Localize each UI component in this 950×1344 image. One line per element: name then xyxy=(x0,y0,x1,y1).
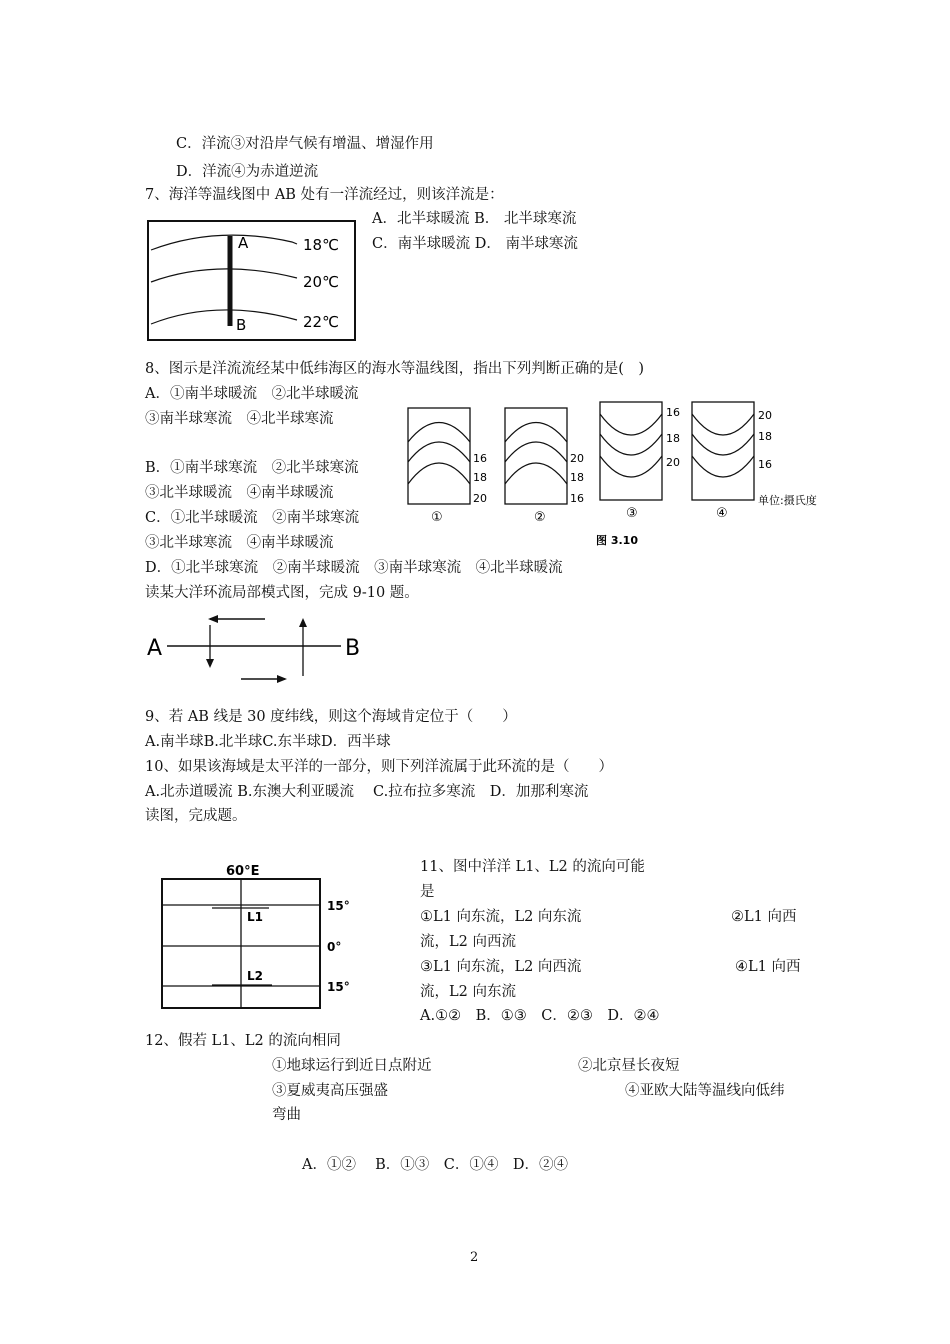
q7-isotherm-figure xyxy=(147,220,357,342)
read-figure-intro: 读图，完成题。 xyxy=(145,808,247,824)
p1-label-2: 18 xyxy=(473,471,487,484)
q9-options: A.南半球B.北半球C.东半球D．西半球 xyxy=(145,734,391,750)
p2-label-3: 16 xyxy=(570,492,584,505)
question-9: 9、若 AB 线是 30 度纬线，则这个海域肯定位于（ ） xyxy=(145,709,517,725)
q11-grid-figure xyxy=(160,859,360,1013)
q8-option-a-line1: A．①南半球暖流 ②北半球暖流 xyxy=(145,386,359,402)
p2-number: ② xyxy=(534,510,546,525)
p1-number: ① xyxy=(431,510,443,525)
question-11-line1: 11、图中洋洋 L1、L2 的流向可能 xyxy=(420,859,645,875)
p4-label-1: 20 xyxy=(758,409,772,422)
figure-caption: 图 3.10 xyxy=(596,534,638,547)
label-a: A xyxy=(147,636,163,661)
label-a: A xyxy=(238,234,249,252)
isotherm-22 xyxy=(151,310,297,324)
lat-0: 0° xyxy=(327,940,342,954)
q11-item-4-cont: 流，L2 向东流 xyxy=(420,984,516,1000)
q12-item-3: ③夏威夷高压强盛 xyxy=(272,1083,388,1099)
q11-item-4: ④L1 向西 xyxy=(735,959,801,975)
q11-item-2: ②L1 向西 xyxy=(731,909,797,925)
q7-options-ab: A．北半球暖流 B． 北半球寒流 xyxy=(372,211,577,227)
q8-option-b-line1: B．①南半球寒流 ②北半球寒流 xyxy=(145,460,359,476)
p4-label-3: 16 xyxy=(758,458,772,471)
temp-20: 20℃ xyxy=(303,273,339,291)
q8-option-c-line1: C．①北半球暖流 ②南半球寒流 xyxy=(145,510,360,526)
q9-gyre-figure xyxy=(145,606,365,694)
q8-option-d: D．①北半球寒流 ②南半球暖流 ③南半球寒流 ④北半球暖流 xyxy=(145,560,563,576)
q12-options: A．①② B．①③ C．①④ D．②④ xyxy=(302,1157,568,1173)
p3-number: ③ xyxy=(626,506,638,521)
q8-option-c-line2: ③北半球寒流 ④南半球暖流 xyxy=(145,535,334,551)
p4-label-2: 18 xyxy=(758,430,772,443)
p4-number: ④ xyxy=(716,506,728,521)
temp-18: 18℃ xyxy=(303,236,339,254)
p2-label-2: 18 xyxy=(570,471,584,484)
panel-3 xyxy=(600,402,680,521)
label-l1: L1 xyxy=(247,910,263,924)
isotherm-18 xyxy=(151,235,297,250)
label-b: B xyxy=(345,636,361,661)
q6-option-c: C．洋流③对沿岸气候有增温、增湿作用 xyxy=(176,136,434,152)
p3-label-1: 16 xyxy=(666,406,680,419)
q9-10-intro: 读某大洋环流局部模式图，完成 9-10 题。 xyxy=(145,585,419,601)
q7-options-cd: C．南半球暖流 D． 南半球寒流 xyxy=(372,236,578,252)
page-number: 2 xyxy=(470,1250,479,1265)
p3-label-3: 20 xyxy=(666,456,680,469)
panel-2 xyxy=(505,408,584,525)
label-b: B xyxy=(236,316,247,334)
question-12: 12、假若 L1、L2 的流向相同 xyxy=(145,1033,341,1049)
question-7: 7、海洋等温线图中 AB 处有一洋流经过，则该洋流是： xyxy=(145,187,504,203)
q6-option-d: D．洋流④为赤道逆流 xyxy=(176,164,319,180)
q12-item-4: ④亚欧大陆等温线向低纬 xyxy=(625,1083,785,1099)
q11-item-3: ③L1 向东流，L2 向西流 xyxy=(420,959,582,975)
lat-15n: 15° xyxy=(327,899,350,913)
temp-22: 22℃ xyxy=(303,313,339,331)
q11-item-1: ①L1 向东流，L2 向东流 xyxy=(420,909,582,925)
q8-option-a-line2: ③南半球寒流 ④北半球寒流 xyxy=(145,411,334,427)
q11-options: A.①② B．①③ C．②③ D．②④ xyxy=(420,1008,660,1024)
q12-item-1: ①地球运行到近日点附近 xyxy=(272,1058,432,1074)
longitude-label: 60°E xyxy=(226,864,260,879)
q8-option-b-line2: ③北半球暖流 ④南半球暖流 xyxy=(145,485,334,501)
q8-isotherm-panels xyxy=(402,398,834,548)
q11-item-2-cont: 流，L2 向西流 xyxy=(420,934,516,950)
p3-label-2: 18 xyxy=(666,432,680,445)
question-10: 10、如果该海域是太平洋的一部分，则下列洋流属于此环流的是（ ） xyxy=(145,759,613,775)
question-8: 8、图示是洋流流经某中低纬海区的海水等温线图，指出下列判断正确的是( ) xyxy=(145,361,645,377)
lat-15s: 15° xyxy=(327,980,350,994)
unit-label: 单位:摄氏度 xyxy=(758,494,817,507)
p2-label-1: 20 xyxy=(570,452,584,465)
p1-label-3: 20 xyxy=(473,492,487,505)
panel-1 xyxy=(408,408,487,525)
p1-label-1: 16 xyxy=(473,452,487,465)
q12-item-4-cont: 弯曲 xyxy=(272,1107,301,1123)
q12-item-2: ②北京昼长夜短 xyxy=(578,1058,680,1074)
isotherm-20 xyxy=(151,269,297,282)
label-l2: L2 xyxy=(247,969,263,983)
q10-options: A.北赤道暖流 B.东澳大利亚暖流 C.拉布拉多寒流 D．加那利寒流 xyxy=(145,784,589,800)
question-11-line2: 是 xyxy=(420,884,435,900)
